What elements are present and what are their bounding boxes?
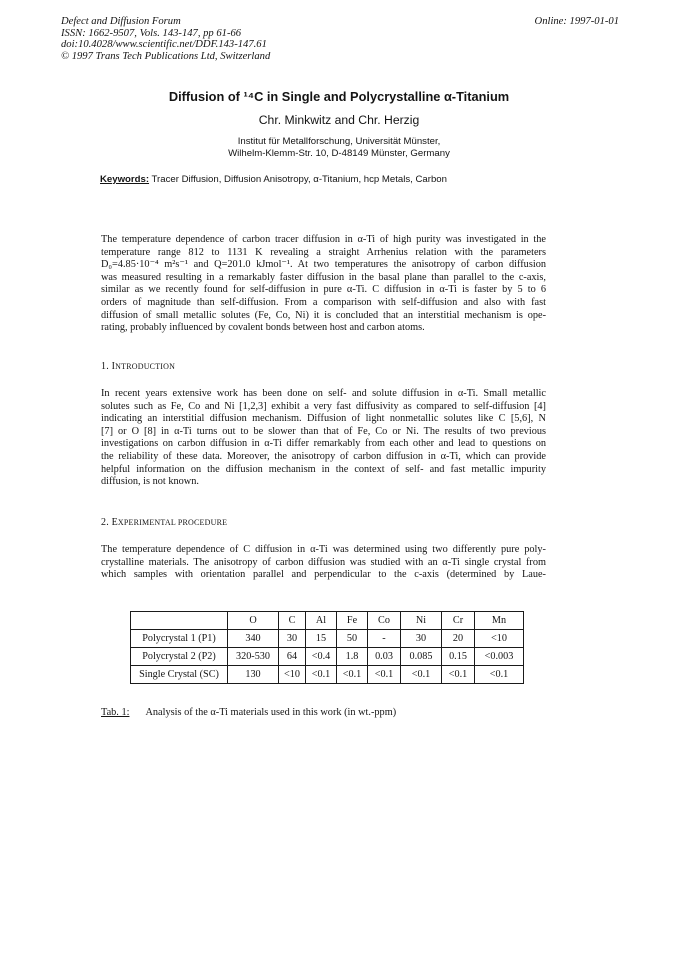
section-title: NTRODUCTION bbox=[115, 362, 176, 371]
abstract-line: diffusion of small metallic solutes (Fe, Co, Ni) it is concluded that an interstitial mechanism is ope- bbox=[101, 309, 546, 321]
section-heading-introduction bbox=[101, 361, 175, 372]
proc-line: which samples with orientation parallel and perpendicular to the c-axis (determined by Laue- bbox=[101, 569, 546, 581]
paper-title: Diffusion of ¹⁴C in Single and Polycrystalline α-Titanium bbox=[168, 89, 510, 104]
table-row bbox=[131, 630, 524, 648]
table-cell: <0.1 bbox=[401, 666, 442, 684]
issn-line: ISSN: 1662-9507, Vols. 143-147, pp 61-66 bbox=[61, 27, 242, 39]
table-cell: <10 bbox=[279, 666, 306, 684]
table-header-row bbox=[131, 612, 524, 630]
table-cell: 0.15 bbox=[442, 648, 475, 666]
abstract-line: temperature range 812 to 1131 K revealing a straight Arrhenius relation with the parameters bbox=[101, 246, 546, 258]
table-cell: 15 bbox=[306, 630, 337, 648]
section-number: 2. E bbox=[101, 517, 118, 528]
introduction-paragraph bbox=[101, 388, 546, 489]
keywords bbox=[100, 174, 580, 185]
table-cell: Single Crystal (SC) bbox=[131, 666, 228, 684]
intro-line: In recent years extensive work has been done on self- and solute diffusion in α-Ti. Small metallic bbox=[101, 388, 546, 399]
intro-line: helpful information on the diffusion mechanism in the context of self- and fast metallic impurity bbox=[101, 463, 546, 475]
table-cell: 320-530 bbox=[228, 648, 279, 666]
affiliation-line: Institut für Metallforschung, Universität Münster, bbox=[237, 136, 441, 147]
copyright-line: © 1997 Trans Tech Publications Ltd, Switzerland bbox=[61, 50, 271, 62]
table-cell: 0.085 bbox=[401, 648, 442, 666]
abstract-line: D₀=4.85·10⁻⁴ m²s⁻¹ and Q=201.0 kJmol⁻¹. At two temperatures the anisotropy of carbon diffusion bbox=[101, 259, 546, 271]
intro-line: the reliability of these data. Moreover, the anisotropy of carbon diffusion in α-Ti, which can provide bbox=[101, 450, 546, 462]
section-number: 1. I bbox=[101, 361, 116, 372]
keywords-label: Keywords: bbox=[100, 174, 150, 185]
table-cell: 20 bbox=[442, 630, 475, 648]
abstract-line: rating, probably influenced by covalent bonds between host and carbon atoms. bbox=[101, 322, 425, 334]
table-cell: 64 bbox=[279, 648, 306, 666]
journal-header bbox=[61, 16, 270, 62]
table-caption bbox=[101, 707, 396, 718]
table-cell: <0.1 bbox=[306, 666, 337, 684]
header-cell bbox=[131, 612, 228, 630]
abstract-line: similar as we recently found for self-diffusion in pure α-Ti. C diffusion in α-Ti is faster by 5 to 6 bbox=[101, 284, 546, 296]
header-cell: C bbox=[279, 612, 306, 630]
table-cell: 30 bbox=[401, 630, 442, 648]
caption-label: Tab. 1: bbox=[101, 707, 130, 718]
proc-line: The temperature dependence of C diffusion in α-Ti was determined using two differently pure poly- bbox=[101, 544, 546, 555]
experimental-paragraph bbox=[101, 544, 546, 582]
affiliation-line: Wilhelm-Klemm-Str. 10, D-48149 Münster, Germany bbox=[228, 148, 450, 160]
table-cell: 340 bbox=[228, 630, 279, 648]
materials-table bbox=[130, 611, 524, 684]
intro-line: solutes such as Fe, Co and Ni [1,2,3] exhibit a very fast diffusivity as compared to self-diffusion [4] bbox=[101, 400, 546, 412]
table-cell: 50 bbox=[337, 630, 368, 648]
abstract-line: was measured resulting in a remarkably faster diffusion in the basal plane than parallel to the c-axis, bbox=[101, 271, 546, 283]
proc-line: crystalline materials. The anisotropy of carbon diffusion was studied with an α-Ti single crystal from bbox=[101, 556, 546, 568]
intro-line: [7] or O [8] in α-Ti turns out to be slower than that of Fe, Co or Ni. The results of two previous bbox=[101, 425, 546, 437]
intro-line: indicating an interstitial diffusion mechanism. Diffusion of light nonmetallic solutes like C [5,6], N bbox=[101, 413, 546, 425]
online-date: Online: 1997-01-01 bbox=[534, 16, 619, 27]
affiliation bbox=[0, 136, 678, 161]
table-cell: <0.003 bbox=[475, 648, 524, 666]
doi-line: doi:10.4028/www.scientific.net/DDF.143-147.61 bbox=[61, 39, 267, 51]
table-cell: 1.8 bbox=[337, 648, 368, 666]
table-cell: 30 bbox=[279, 630, 306, 648]
table-row bbox=[131, 666, 524, 684]
table-row bbox=[131, 648, 524, 666]
table-cell: Polycrystal 2 (P2) bbox=[131, 648, 228, 666]
table-cell: - bbox=[368, 630, 401, 648]
table-cell: <0.1 bbox=[475, 666, 524, 684]
header-cell: O bbox=[228, 612, 279, 630]
authors: Chr. Minkwitz and Chr. Herzig bbox=[258, 113, 420, 127]
header-cell: Mn bbox=[475, 612, 524, 630]
table-cell: <0.1 bbox=[337, 666, 368, 684]
table-cell: 0.03 bbox=[368, 648, 401, 666]
table-cell: <0.1 bbox=[442, 666, 475, 684]
caption-text: Analysis of the α-Ti materials used in this work (in wt.-ppm) bbox=[145, 707, 397, 718]
section-heading-experimental bbox=[101, 517, 227, 528]
intro-line: diffusion, is not known. bbox=[101, 476, 199, 488]
table-cell: <10 bbox=[475, 630, 524, 648]
intro-line: investigations on carbon diffusion in α-Ti differ remarkably from each other and lead to questions on bbox=[101, 438, 546, 450]
keywords-text: Tracer Diffusion, Diffusion Anisotropy, α-Titanium, hcp Metals, Carbon bbox=[149, 174, 447, 185]
header-cell: Ni bbox=[401, 612, 442, 630]
table-cell: <0.4 bbox=[306, 648, 337, 666]
header-cell: Cr bbox=[442, 612, 475, 630]
table-cell: Polycrystal 1 (P1) bbox=[131, 630, 228, 648]
abstract-line: The temperature dependence of carbon tracer diffusion in α-Ti of high purity was investigated in the bbox=[101, 234, 546, 245]
table-cell: 130 bbox=[228, 666, 279, 684]
abstract bbox=[101, 234, 546, 335]
table-cell: <0.1 bbox=[368, 666, 401, 684]
header-cell: Co bbox=[368, 612, 401, 630]
abstract-line: orders of magnitude than self-diffusion. From a comparison with self-diffusion and also with fast bbox=[101, 296, 546, 308]
header-cell: Al bbox=[306, 612, 337, 630]
journal-name: Defect and Diffusion Forum bbox=[61, 16, 181, 27]
header-cell: Fe bbox=[337, 612, 368, 630]
section-title: XPERIMENTAL PROCEDURE bbox=[117, 518, 228, 527]
